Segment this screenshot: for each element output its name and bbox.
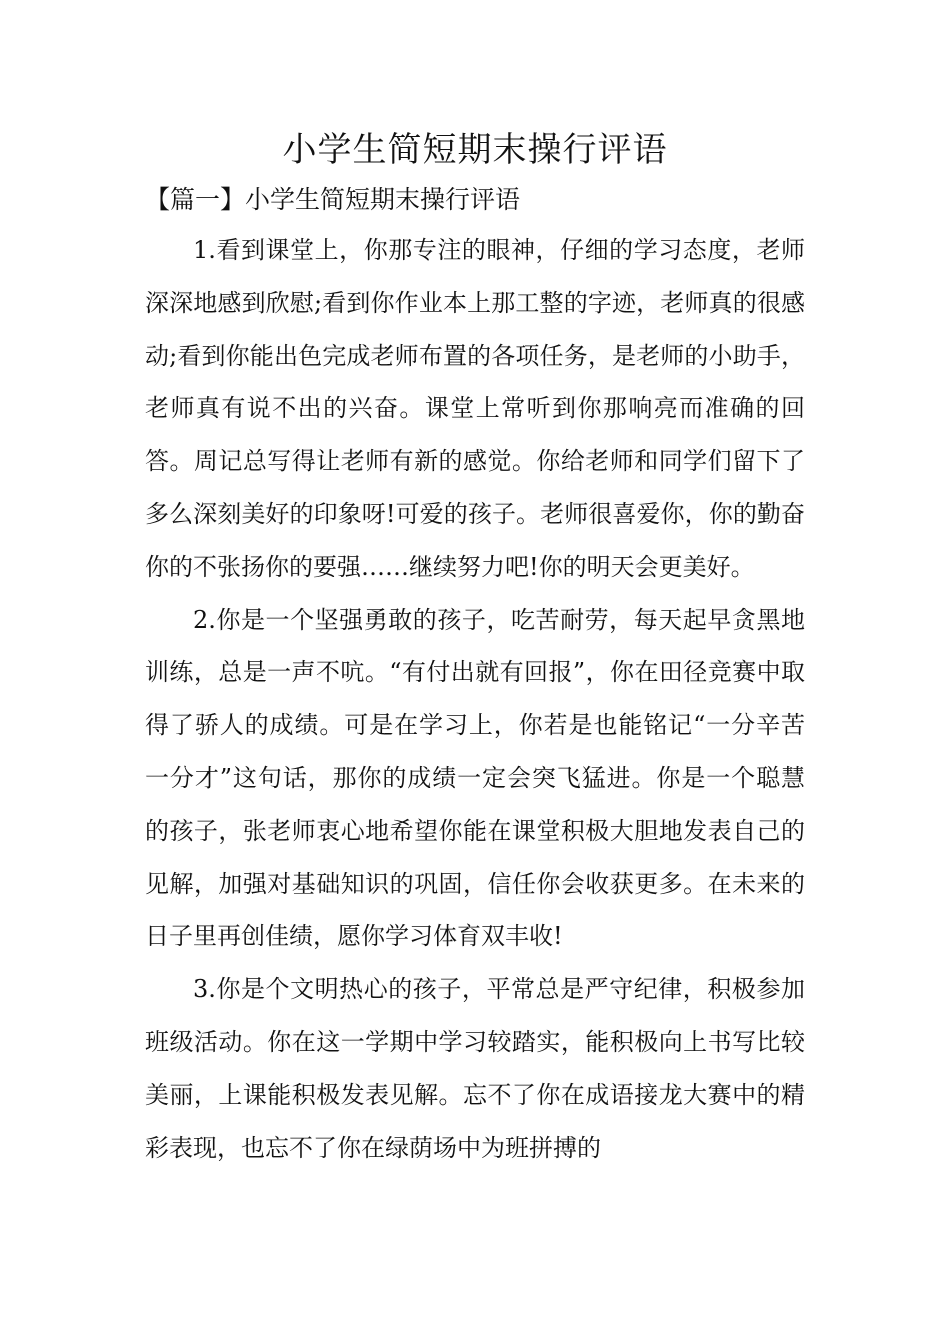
document-title: 小学生简短期末操行评语 [282, 130, 668, 170]
section-heading: 【篇一】小学生简短期末操行评语 [145, 185, 521, 214]
paragraph-1: 1.看到课堂上，你那专注的眼神，仔细的学习态度，老师深深地感到欣慰;看到你作业本上那工整的字迹，老师真的很感动;看到你能出色完成老师布置的各项任务，是老师的小助手，老师真有说不出的兴奋。课堂上常听到你那响亮而准确的回答。周记总写得让老师有新的感觉。你给老师和同学们留下了多么深刻美好的印象呀!可爱的孩子。老师很喜爱你，你的勤奋你的不张扬你的要强……继续努力吧!你的明天会更美好。 [145, 236, 805, 581]
paragraph-3: 3.你是个文明热心的孩子，平常总是严守纪律，积极参加班级活动。你在这一学期中学习较踏实，能积极向上书写比较美丽，上课能积极发表见解。忘不了你在成语接龙大赛中的精彩表现，也忘不了你在绿荫场中为班拼搏的 [145, 975, 805, 1162]
paragraph-2: 2.你是一个坚强勇敢的孩子，吃苦耐劳，每天起早贪黑地训练，总是一声不吭。“有付出就有回报”，你在田径竞赛中取得了骄人的成绩。可是在学习上，你若是也能铭记“一分辛苦一分才”这句话，那你的成绩一定会突飞猛进。你是一个聪慧的孩子，张老师衷心地希望你能在课堂积极大胆地发表自己的见解，加强对基础知识的巩固，信任你会收获更多。在未来的日子里再创佳绩，愿你学习体育双丰收! [145, 605, 805, 951]
document-body [145, 224, 805, 1174]
